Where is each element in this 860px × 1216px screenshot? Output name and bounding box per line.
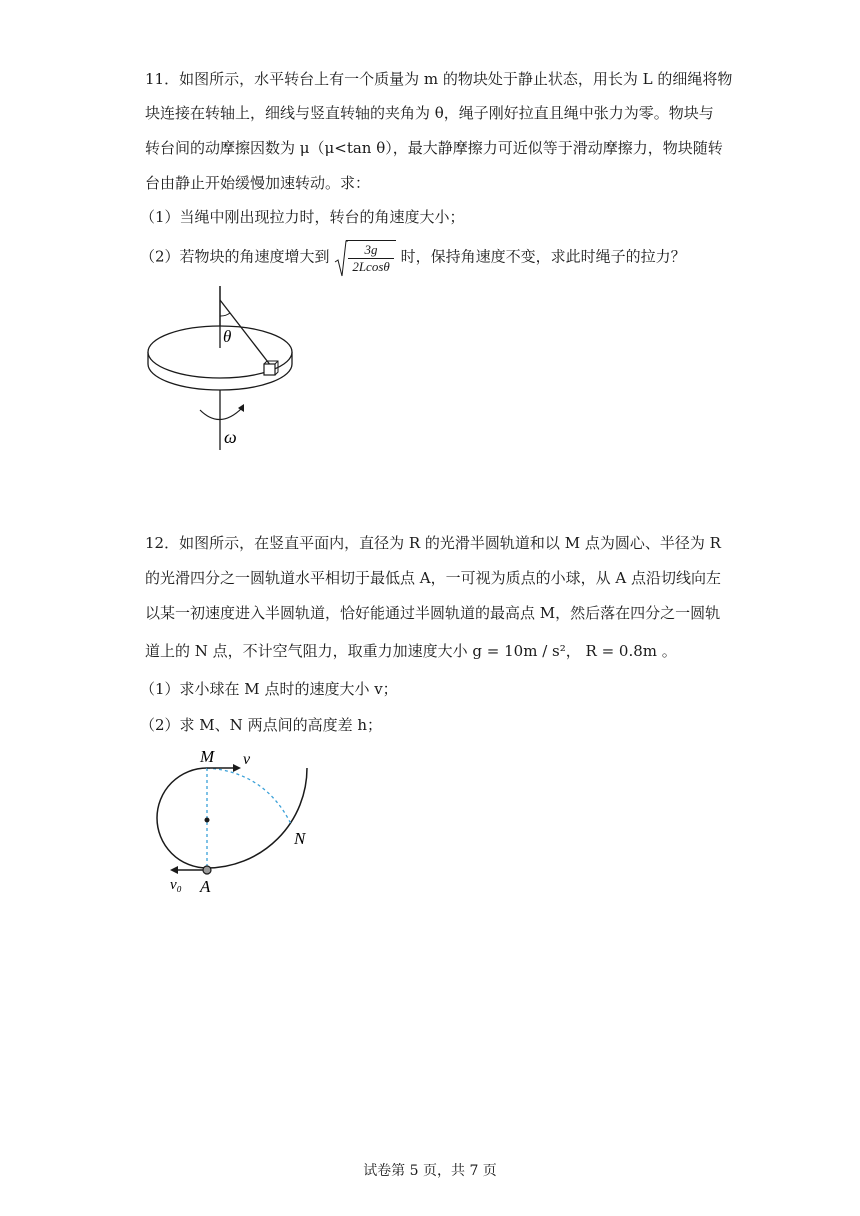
q11-line-1: 11．如图所示，水平转台上有一个质量为 m 的物块处于静止状态，用长为 L 的细绳将物 xyxy=(145,70,733,88)
arrow-icon xyxy=(233,764,241,772)
arrow-icon xyxy=(170,866,178,874)
q12-sub-1: （1）求小球在 M 点时的速度大小 v； xyxy=(140,680,398,698)
q12-track-figure xyxy=(145,742,325,897)
q11-sub-2-pre: （2）若物块的角速度增大到 xyxy=(140,247,330,266)
q11-sub-2 xyxy=(140,240,686,275)
q12-line-4: 道上的 N 点，不计空气阻力，取重力加速度大小 g = 10m / s²， R = 0.8m 。 xyxy=(145,642,677,660)
label-M: M xyxy=(200,747,215,766)
omega-label: ω xyxy=(224,427,237,447)
q11-line-2: 块连接在转轴上，细线与竖直转轴的夹角为 θ，绳子刚好拉直且绳中张力为零。物块与 xyxy=(145,104,714,122)
q12-line-1: 12．如图所示，在竖直平面内，直径为 R 的光滑半圆轨道和以 M 点为圆心、半径为 R xyxy=(145,534,721,552)
page-footer: 试卷第 5 页，共 7 页 xyxy=(363,1163,497,1179)
fraction-numerator: 3g xyxy=(348,242,393,259)
q11-line-3: 转台间的动摩擦因数为 μ（μ<tan θ），最大静摩擦力可近似等于滑动摩擦力，物块随转 xyxy=(145,139,723,157)
q12-line-3: 以某一初速度进入半圆轨道，恰好能通过半圆轨道的最高点 M，然后落在四分之一圆轨 xyxy=(145,604,721,622)
q11-line-4: 台由静止开始缓慢加速转动。求： xyxy=(145,174,371,192)
fraction xyxy=(348,242,393,275)
label-A: A xyxy=(200,877,211,896)
theta-label: θ xyxy=(223,327,232,346)
label-v: v xyxy=(243,751,251,768)
q11-sub-2-post: 时，保持角速度不变，求此时绳子的拉力？ xyxy=(400,247,686,266)
q11-turntable-figure xyxy=(140,282,310,457)
ball-icon xyxy=(203,866,211,874)
label-v0: v₀ xyxy=(170,877,182,893)
sqrt-expression xyxy=(334,240,395,275)
q12-line-2: 的光滑四分之一圆轨道水平相切于最低点 A，一可视为质点的小球，从 A 点沿切线向左 xyxy=(145,569,721,587)
fraction-denominator: 2Lcosθ xyxy=(352,258,390,274)
q11-sub-1: （1）当绳中刚出现拉力时，转台的角速度大小； xyxy=(140,208,465,226)
label-N: N xyxy=(294,829,306,848)
center-dot xyxy=(205,818,210,823)
q12-sub-2: （2）求 M、N 两点间的高度差 h； xyxy=(140,716,382,734)
